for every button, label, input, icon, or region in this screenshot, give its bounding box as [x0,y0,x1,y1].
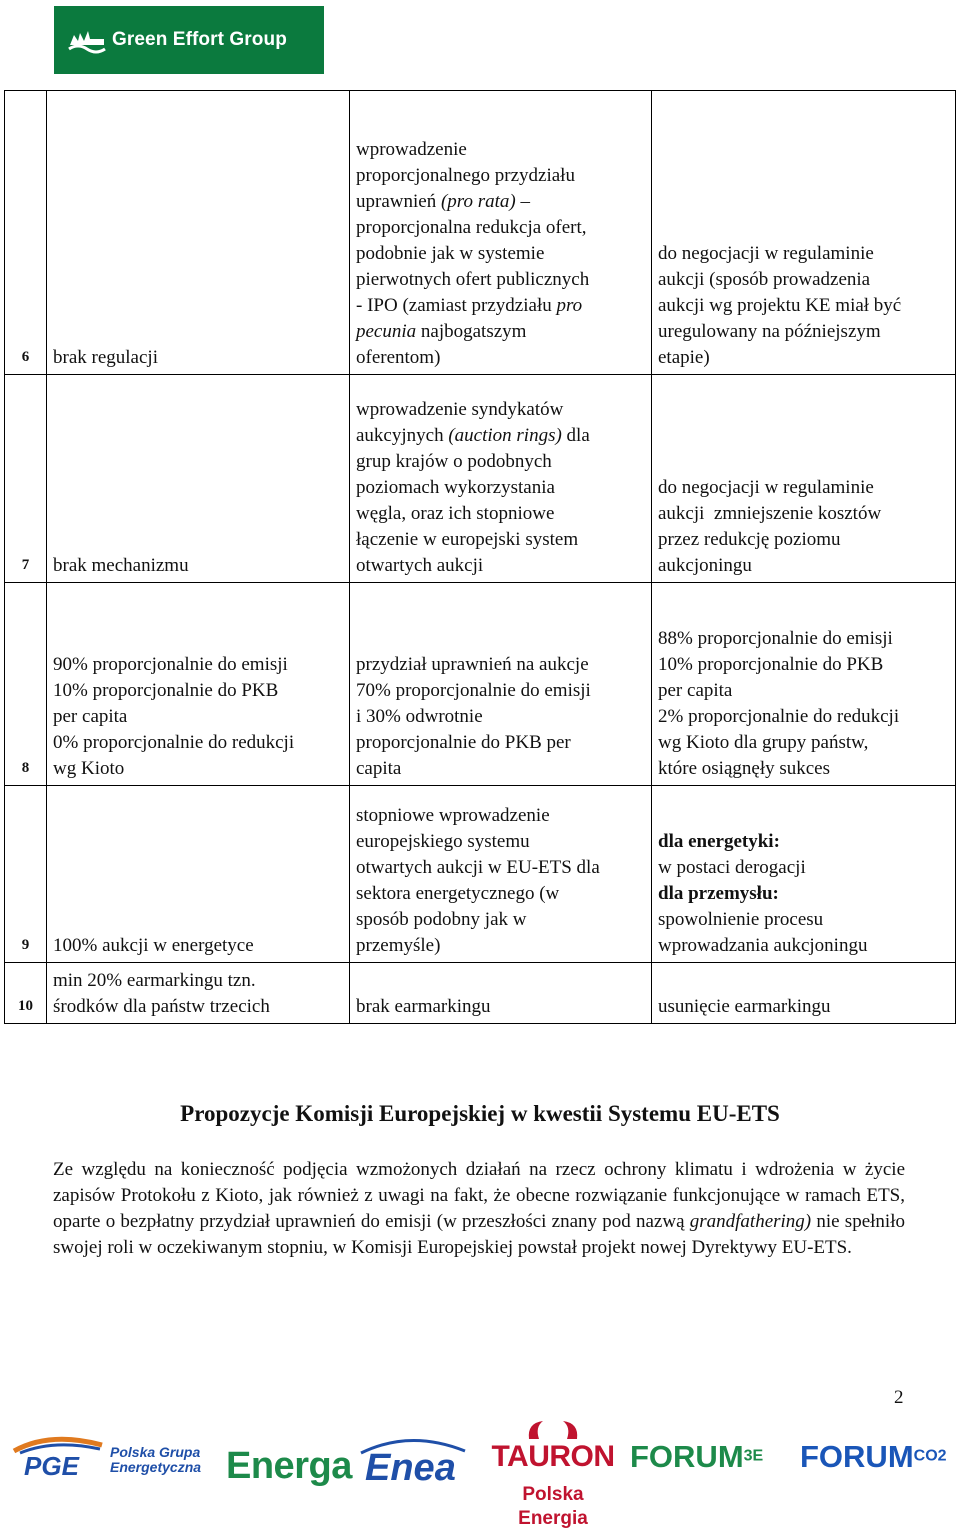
enea-logo [355,1435,470,1495]
energa-logo [226,1445,352,1495]
pge-group-line2: Energetyczna [110,1459,202,1475]
enea-text: Enea [365,1447,456,1489]
section-heading: Propozycje Komisji Europejskiej w kwestii Systemu EU-ETS [180,1101,780,1126]
forum-co2-sup: CO2 [913,1447,947,1465]
page-number: 2 [894,1387,904,1408]
row-number: 6 [5,91,47,375]
pge-text: PGE [24,1451,79,1481]
table-cell: brak earmarkingu [350,963,652,1024]
table-cell: stopniowe wprowadzenie europejskiego systemu otwartych aukcji w EU-ETS dla sektora energetycznego (w sposób podobny jak w przemyśle) [350,786,652,963]
table-cell: dla energetyki: w postaci derogacji dla przemysłu: spowolnienie procesu wprowadzania aukcjoningu [652,786,956,963]
forum-3e-logo [630,1439,770,1485]
tauron-text: TAURON [491,1440,615,1473]
table-cell: 100% aukcji w energetyce [47,786,350,963]
table-cell: brak mechanizmu [47,375,350,583]
row-number: 10 [5,963,47,1024]
table-row [5,963,956,1024]
table-cell: 90% proporcjonalnie do emisji 10% proporcjonalnie do PKB per capita 0% proporcjonalnie do redukcji wg Kioto [47,583,350,786]
row-number: 7 [5,375,47,583]
row-number: 9 [5,786,47,963]
row-number: 8 [5,583,47,786]
pge-group-line1: Polska Grupa [110,1444,201,1460]
tauron-logo [488,1419,618,1529]
tauron-horns-icon [523,1419,583,1441]
table-cell: wprowadzenie syndykatów aukcyjnych (auction rings) dla grup krajów o podobnych poziomach wykorzystania węgla, oraz ich stopniowe łączenie w europejski system otwartych aukcji [350,375,652,583]
table-row [5,375,956,583]
forum-3e-sup: 3E [743,1447,764,1465]
table-cell: 88% proporcjonalnie do emisji 10% proporcjonalnie do PKB per capita 2% proporcjonalnie do redukcji wg Kioto dla grupy państw, które osiągnęły sukces [652,583,956,786]
energa-text: Energa [226,1445,352,1487]
table-cell: do negocjacji w regulaminie aukcji zmniejszenie kosztów przez redukcję poziomu aukcjoningu [652,375,956,583]
table-cell: min 20% earmarkingu tzn. środków dla państw trzecich [47,963,350,1024]
factory-wave-icon [68,25,106,55]
forum-co2-logo [800,1439,958,1485]
table-row [5,91,956,375]
table-cell: przydział uprawnień na aukcje 70% proporcjonalnie do emisji i 30% odwrotnie proporcjonalnie do PKB per capita [350,583,652,786]
comparison-table [4,90,956,1024]
brand-name: Green Effort Group [112,29,287,50]
table-cell: wprowadzenie proporcjonalnego przydziału uprawnień (pro rata) – proporcjonalna redukcja ofert, podobnie jak w systemie pierwotnych ofert publicznych - IPO (zamiast przydziału pro pecunia najbogatszym oferentom) [350,91,652,375]
table-row [5,786,956,963]
body-paragraph: Ze względu na konieczność podjęcia wzmożonych działań na rzecz ochrony klimatu i wdrożenia w życie zapisów Protokołu z Kioto, jak również z uwagi na fakt, że obecne rozwiązanie funkcjonujące w ramach ETS, oparte o bezpłatny przydział uprawnień do emisji (w przeszłości znany pod nazwą grandfathering) nie spełniło swojej roli w oczekiwanym stopniu, w Komisji Europejskiej powstał projekt nowej Dyrektywy EU-ETS. [53,1159,905,1258]
table-cell: brak regulacji [47,91,350,375]
pge-logo [10,1435,106,1485]
tauron-subtitle: Polska Energia [518,1484,588,1529]
table-row [5,583,956,786]
table-cell: usunięcie earmarkingu [652,963,956,1024]
pge-group-logo [110,1445,206,1485]
table-cell: do negocjacji w regulaminie aukcji (sposób prowadzenia aukcji wg projektu KE miał być uregulowany na późniejszym etapie) [652,91,956,375]
sponsor-logos [0,1415,960,1529]
forum-3e-text: FORUM [630,1439,744,1474]
forum-co2-text: FORUM [800,1439,914,1474]
green-effort-group-logo [54,6,324,74]
